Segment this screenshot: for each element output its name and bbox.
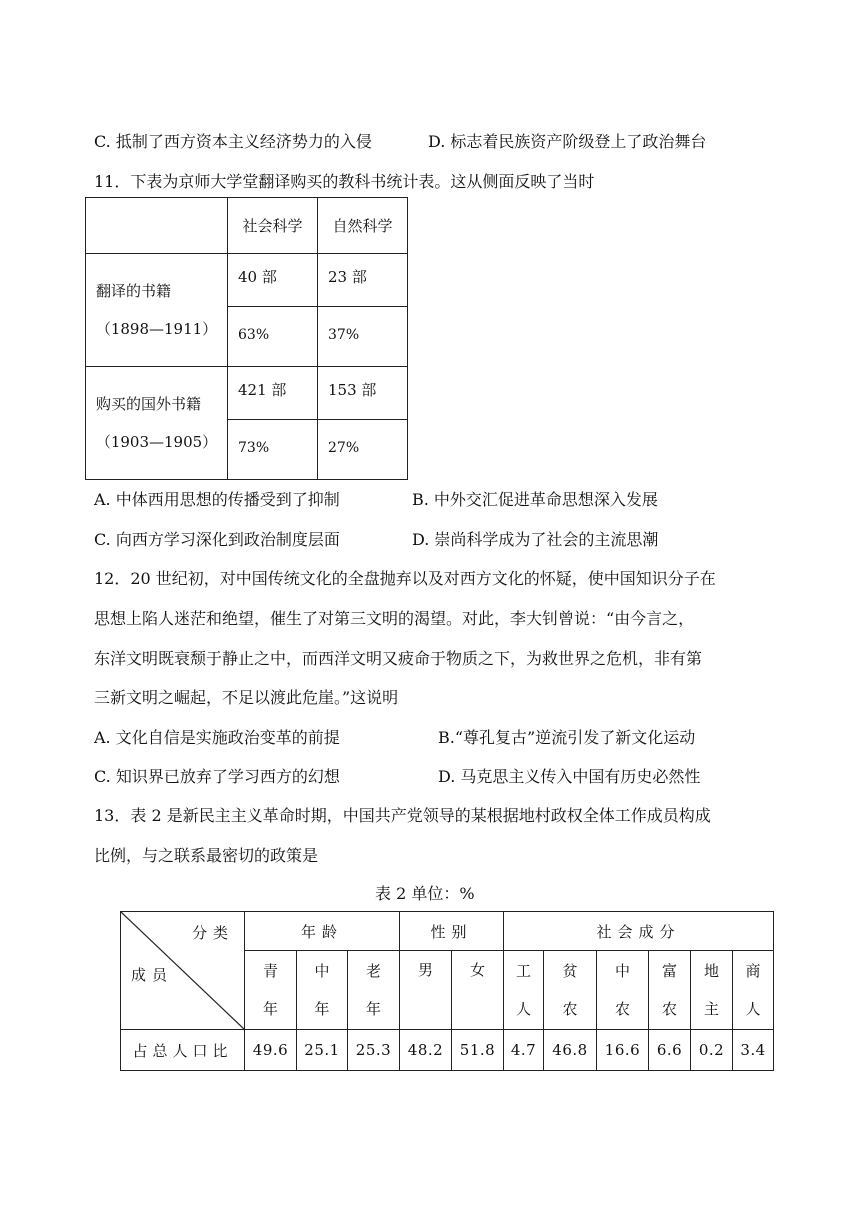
q13-value-cell: 3.4 bbox=[733, 1030, 774, 1071]
q13-subheader: 地 主 bbox=[691, 951, 733, 1030]
q11-cell: 73% bbox=[228, 420, 318, 480]
q13-subheader: 富 农 bbox=[649, 951, 691, 1030]
q13-subheader: 工 人 bbox=[504, 951, 544, 1030]
q11-cell: 27% bbox=[318, 420, 408, 480]
q13-subheader: 青 年 bbox=[245, 951, 297, 1030]
q12-option-b: B.“尊孔复古”逆流引发了新文化运动 bbox=[438, 728, 696, 747]
q10-option-c: C. 抵制了西方资本主义经济势力的入侵 bbox=[94, 132, 372, 151]
q13-value-cell: 51.8 bbox=[452, 1030, 504, 1071]
q13-value-cell: 49.6 bbox=[245, 1030, 297, 1071]
q13-subheader: 贫 农 bbox=[544, 951, 597, 1030]
q13-group-age: 年龄 bbox=[245, 912, 400, 951]
q13-subheader: 男 bbox=[400, 951, 452, 1030]
q11-row-purchased-label: 购买的国外书籍 bbox=[96, 395, 202, 413]
q13-subheader: 女 bbox=[452, 951, 504, 1030]
q13-table bbox=[120, 911, 774, 1071]
q12-option-c: C. 知识界已放弃了学习西方的幻想 bbox=[94, 767, 340, 786]
q13-corner-top-label: 分类 bbox=[191, 924, 234, 942]
q13-row-label: 占总人口比 bbox=[121, 1030, 245, 1071]
q11-cell: 40 部 bbox=[228, 254, 318, 307]
q11-table-corner bbox=[86, 198, 228, 254]
q12-option-d: D. 马克思主义传入中国有历史必然性 bbox=[438, 767, 701, 786]
q11-row-translated-period: （1898—1911） bbox=[95, 320, 218, 338]
q13-corner-cell bbox=[121, 912, 245, 1030]
q10-option-d: D. 标志着民族资产阶级登上了政治舞台 bbox=[428, 132, 707, 151]
q11-option-b: B. 中外交汇促进革命思想深入发展 bbox=[412, 490, 658, 509]
q12-option-a: A. 文化自信是实施政治变革的前提 bbox=[94, 728, 340, 747]
q13-value-cell: 48.2 bbox=[400, 1030, 452, 1071]
q13-value-cell: 25.3 bbox=[348, 1030, 400, 1071]
q12-text-line: 思想上陷人迷茫和绝望，催生了对第三文明的渴望。对此，李大钊曾说：“由今言之， bbox=[94, 609, 695, 628]
q13-value-cell: 16.6 bbox=[597, 1030, 649, 1071]
q11-cell: 63% bbox=[228, 307, 318, 367]
q13-value-cell: 25.1 bbox=[297, 1030, 348, 1071]
q13-corner-bottom-label: 成员 bbox=[131, 966, 174, 984]
q12-text-line: 12．20 世纪初，对中国传统文化的全盘抛弃以及对西方文化的怀疑，使中国知识分子在 bbox=[94, 569, 716, 588]
q13-text-line: 比例，与之联系最密切的政策是 bbox=[94, 846, 319, 865]
q11-header-natural-science: 自然科学 bbox=[318, 198, 408, 254]
q13-subheader: 中 年 bbox=[297, 951, 348, 1030]
q12-text-line: 三新文明之崛起，不足以渡此危崖。”这说明 bbox=[94, 688, 399, 707]
q11-option-c: C. 向西方学习深化到政治制度层面 bbox=[94, 530, 340, 549]
q13-value-cell: 0.2 bbox=[691, 1030, 733, 1071]
q11-cell: 421 部 bbox=[228, 367, 318, 420]
q11-row-purchased bbox=[86, 367, 228, 480]
q11-row-translated-label: 翻译的书籍 bbox=[96, 282, 172, 300]
q11-cell: 23 部 bbox=[318, 254, 408, 307]
q12-text-line: 东洋文明既衰颓于静止之中，而西洋文明又疲命于物质之下，为救世界之危机，非有第 bbox=[94, 649, 703, 668]
q13-value-cell: 46.8 bbox=[544, 1030, 597, 1071]
q13-value-cell: 6.6 bbox=[649, 1030, 691, 1071]
q13-text-line: 13．表 2 是新民主主义革命时期，中国共产党领导的某根据地村政权全体工作成员构成 bbox=[94, 806, 711, 825]
q13-subheader: 中 农 bbox=[597, 951, 649, 1030]
q11-row-purchased-period: （1903—1905） bbox=[95, 433, 218, 451]
q13-group-gender: 性别 bbox=[400, 912, 504, 951]
q11-option-d: D. 崇尚科学成为了社会的主流思潮 bbox=[412, 530, 659, 549]
q11-header-social-science: 社会科学 bbox=[228, 198, 318, 254]
q13-value-cell: 4.7 bbox=[504, 1030, 544, 1071]
q13-group-social: 社会成分 bbox=[504, 912, 774, 951]
q11-stem: 11．下表为京师大学堂翻译购买的教科书统计表。这从侧面反映了当时 bbox=[94, 172, 595, 191]
q13-subheader: 老 年 bbox=[348, 951, 400, 1030]
q13-table-caption: 表 2 单位：% bbox=[375, 884, 475, 903]
q11-cell: 37% bbox=[318, 307, 408, 367]
q11-table bbox=[85, 197, 408, 480]
q11-cell: 153 部 bbox=[318, 367, 408, 420]
q11-option-a: A. 中体西用思想的传播受到了抑制 bbox=[94, 490, 340, 509]
q11-row-translated bbox=[86, 254, 228, 367]
q13-subheader: 商 人 bbox=[733, 951, 774, 1030]
